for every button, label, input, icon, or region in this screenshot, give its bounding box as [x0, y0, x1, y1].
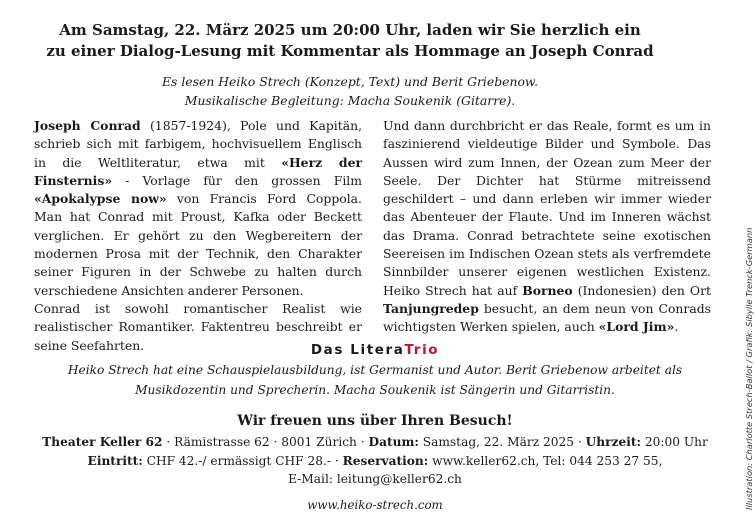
- about-performers: Heiko Strech hat eine Schauspielausbildung, ist Germanist und Autor. Berit Griebenow arbeitet als Musikdozentin und Sprecherin. Macha Soukenik ist Sängerin und Gitarristin.: [67, 363, 683, 397]
- romantic-realist-paragraph: Conrad ist sowohl romantischer Realist wie realistischer Romantiker. Faktentreu beschreibt er seine Seefahrten.: [34, 300, 362, 353]
- readers-info: [40, 72, 660, 110]
- venue-name: Theater Keller 62: [42, 435, 163, 449]
- event-details: [20, 433, 730, 489]
- conrad-paragraph: Joseph Conrad (1857-1924), Pole und Kapitän, schrieb sich mit farbigem, hochvisuellem Englisch in die Weltliteratur, etwa mit «Herz der Finsternis» - Vorlage für den grossen Film «Apokalypse now» von Francis Ford Coppola. Man hat Conrad mit Proust, Kafka oder Beckett verglichen. Er gehört zu den Wegbereitern der modernen Prosa mit der Technik, den Charakter seiner Figuren in der Schwebe zu halten durch verschiedene Ansichten anderer Personen.: [34, 118, 363, 298]
- welcome-heading: Wir freuen uns über Ihren Besuch!: [237, 413, 513, 429]
- readers-line: Es lesen Heiko Strech (Konzept, Text) und Berit Griebenow.: [161, 74, 539, 89]
- reservation-link[interactable]: www.keller62.ch, Tel: 044 253 27 55,: [428, 453, 663, 468]
- reality-paragraph: Und dann durchbricht er das Reale, formt es um in faszinierend vieldeutige Bilder und Symbole. Das Aussen wird zum Innen, der Ozean zum Meer der Seele. Der Dichter hat Stürme mitreissend geschildert – und dann erleben wir immer wieder das Abenteuer der Flaute. Und im Inneren wächst das Drama. Conrad betrachtete seine exotischen Seereisen im Indischen Ozean stets als verfremdete Sinnbilder unserer eigenen westlichen Existenz. Heiko Strech hat auf Borneo (Indonesien) den Ort Tanjungredep besucht, an dem neun von Conrads wichtigsten Werken spielen, auch «Lord Jim».: [383, 118, 711, 335]
- book-title-heart-of-darkness: «Herz der Finsternis»: [34, 154, 362, 188]
- place-borneo: Borneo: [522, 282, 573, 298]
- conrad-name: Joseph Conrad: [34, 118, 141, 133]
- trio-accent: Trio: [404, 342, 440, 358]
- website-link[interactable]: www.heiko-strech.com: [307, 498, 443, 512]
- left-column: [34, 117, 362, 355]
- headline-line-1: Am Samstag, 22. März 2025 um 20:00 Uhr, laden wir Sie herzlich ein: [59, 21, 641, 39]
- ticket-line: Eintritt: CHF 42.-/ ermässigt CHF 28.- · Reservation: www.keller62.ch, Tel: 044 253 27 55,: [87, 453, 663, 468]
- music-line: Musikalische Begleitung: Macha Soukenik (Gitarre).: [184, 93, 516, 108]
- email-line[interactable]: E-Mail: leitung@keller62.ch: [288, 472, 462, 486]
- place-tanjungredep: Tanjungredep: [383, 300, 479, 316]
- film-title-apocalypse-now: «Apokalypse now»: [34, 191, 167, 207]
- literatrio-heading: Das LiteraTrio: [310, 342, 440, 358]
- venue-line: Theater Keller 62 · Rämistrasse 62 · 8001 Zürich · Datum: Samstag, 22. März 2025 · Uhrzeit: 20:00 Uhr: [42, 435, 708, 449]
- book-title-lord-jim: «Lord Jim»: [598, 319, 675, 335]
- headline-line-2: zu einer Dialog-Lesung mit Kommentar als Hommage an Joseph Conrad: [46, 42, 654, 60]
- illustration-credit: Illustration: Charlotte Strech-Ballot / Grafik: Sibylle Trenck-Germann: [744, 227, 754, 510]
- right-column: [383, 117, 711, 337]
- headline: [40, 20, 660, 62]
